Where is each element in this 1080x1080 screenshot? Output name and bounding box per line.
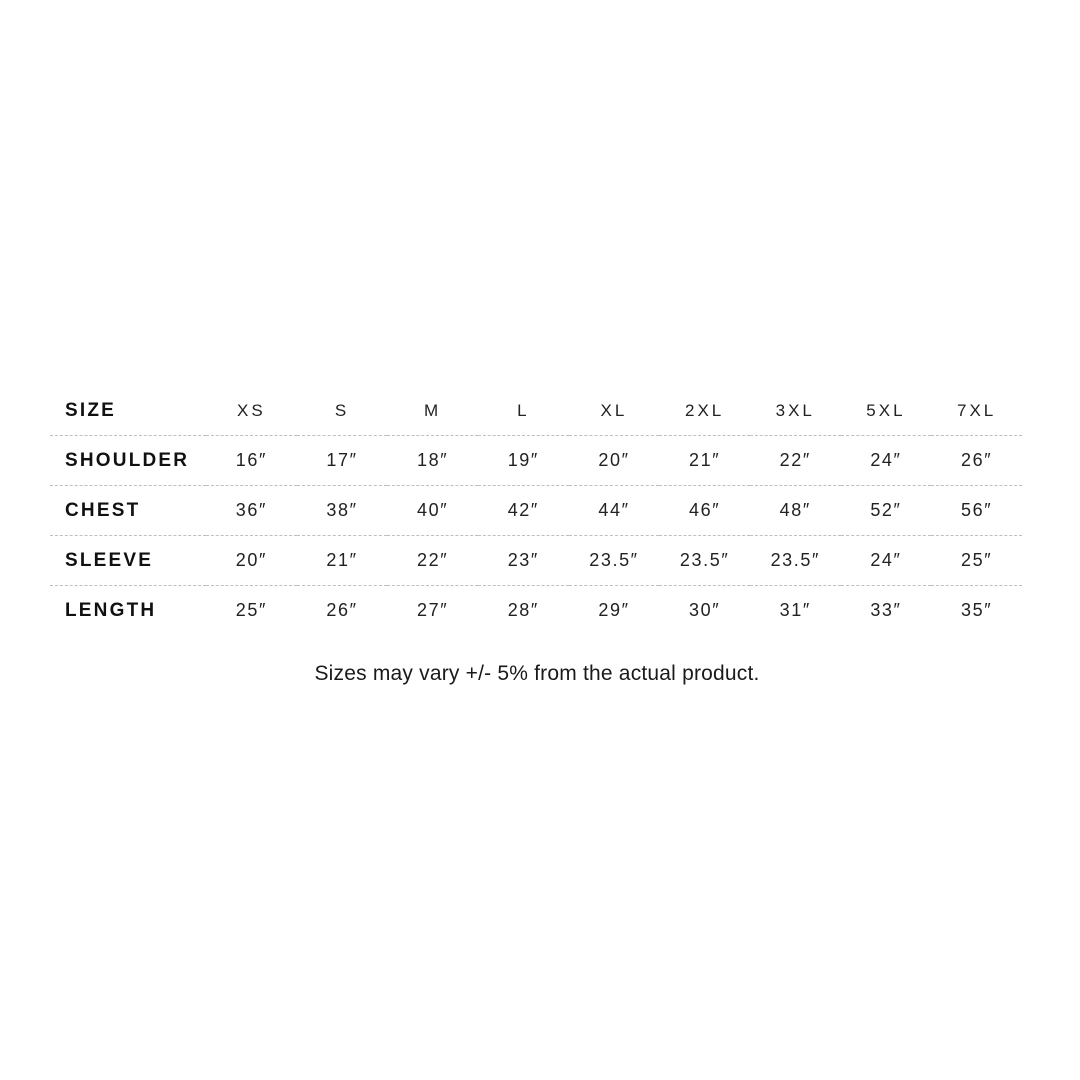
- size-variance-note: Sizes may vary +/- 5% from the actual product.: [314, 662, 760, 685]
- table-cell: 27″: [417, 600, 449, 620]
- table-cell: 28″: [507, 600, 539, 620]
- table-cell: 44″: [569, 486, 660, 536]
- size-2xl: 2XL: [659, 386, 750, 436]
- size-header-row: [50, 386, 1022, 436]
- size-xl: XL: [569, 386, 660, 436]
- table-cell: 26″: [931, 436, 1022, 486]
- table-cell: 23.5″: [569, 536, 660, 586]
- table-cell: 22″: [387, 536, 478, 586]
- table-row-length: [50, 586, 1022, 636]
- table-cell: 26″: [326, 600, 358, 620]
- table-cell: 19″: [478, 436, 569, 486]
- row-label-sleeve: SLEEVE: [50, 536, 206, 586]
- table-cell: 35″: [961, 600, 993, 620]
- size-3xl: 3XL: [750, 386, 841, 436]
- table-cell: 40″: [387, 486, 478, 536]
- row-label-length: LENGTH: [65, 599, 157, 621]
- table-cell: 20″: [206, 536, 297, 586]
- table-row-sleeve: [50, 536, 1022, 586]
- table-cell: 38″: [297, 486, 388, 536]
- table-cell: 29″: [598, 600, 630, 620]
- table-cell: 42″: [478, 486, 569, 536]
- table-cell: 52″: [841, 486, 932, 536]
- size-7xl: 7XL: [931, 386, 1022, 436]
- table-cell: 36″: [206, 486, 297, 536]
- table-cell: 18″: [387, 436, 478, 486]
- table-cell: 23″: [478, 536, 569, 586]
- table-cell: 24″: [841, 436, 932, 486]
- table-cell: 21″: [659, 436, 750, 486]
- size-header-label: SIZE: [50, 386, 206, 436]
- row-label-chest: CHEST: [50, 486, 206, 536]
- table-cell: 46″: [659, 486, 750, 536]
- table-cell: 21″: [297, 536, 388, 586]
- size-5xl: 5XL: [841, 386, 932, 436]
- table-cell: 48″: [750, 486, 841, 536]
- table-cell: 17″: [297, 436, 388, 486]
- size-s: S: [297, 386, 388, 436]
- table-cell: 31″: [779, 600, 811, 620]
- table-cell: 33″: [870, 600, 902, 620]
- row-label-shoulder: SHOULDER: [50, 436, 206, 486]
- table-cell: 25″: [931, 536, 1022, 586]
- table-row-shoulder: [50, 436, 1022, 486]
- table-cell: 23.5″: [750, 536, 841, 586]
- table-cell: 23.5″: [659, 536, 750, 586]
- table-row-chest: [50, 486, 1022, 536]
- table-cell: 56″: [931, 486, 1022, 536]
- table-cell: 25″: [235, 600, 267, 620]
- size-xs: XS: [206, 386, 297, 436]
- table-cell: 24″: [841, 536, 932, 586]
- size-l: L: [478, 386, 569, 436]
- table-cell: 22″: [750, 436, 841, 486]
- size-chart-table: [50, 386, 1022, 635]
- size-chart: [50, 386, 1022, 635]
- size-m: M: [387, 386, 478, 436]
- table-cell: 16″: [206, 436, 297, 486]
- table-cell: 20″: [569, 436, 660, 486]
- table-cell: 30″: [689, 600, 721, 620]
